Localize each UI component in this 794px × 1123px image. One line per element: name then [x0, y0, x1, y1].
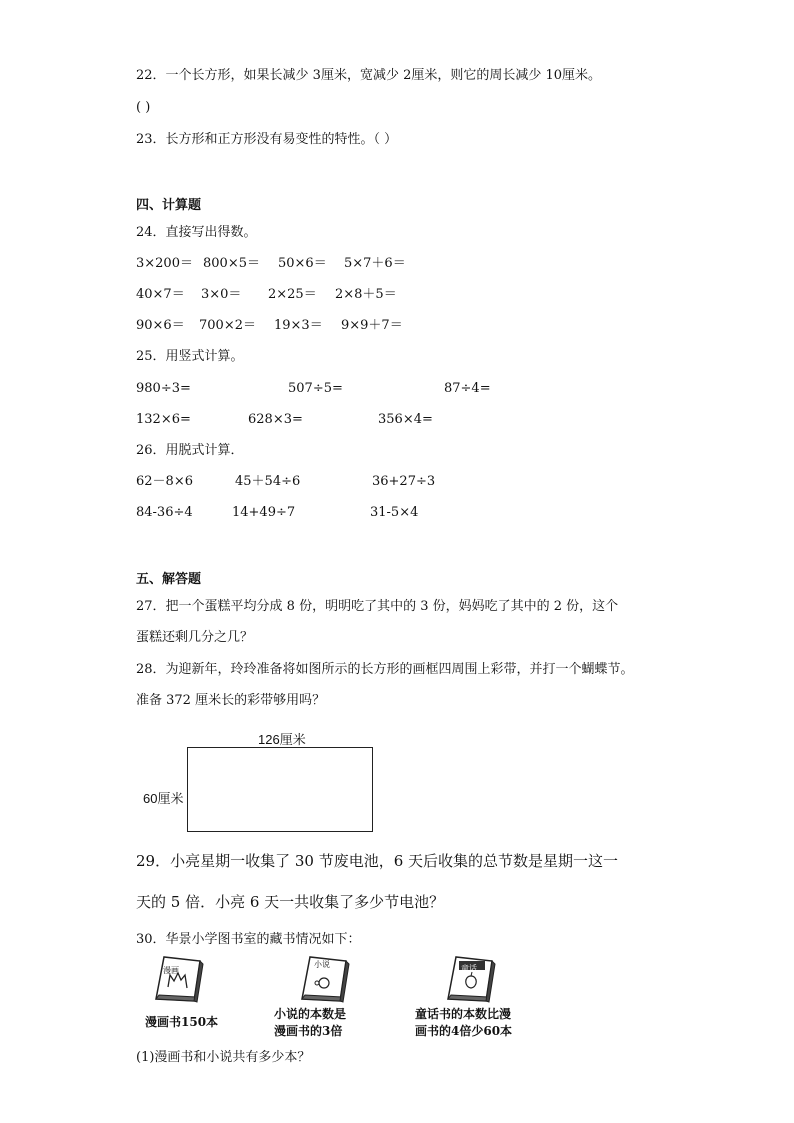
- q25-item: 507÷5=: [288, 381, 343, 396]
- novel-book-caption-line1: 小说的本数是: [274, 1007, 347, 1021]
- q24-item: 700×2＝: [199, 318, 256, 333]
- question-26-title: 26．用脱式计算．: [136, 443, 244, 458]
- question-30-title: 30．华景小学图书室的藏书情况如下：: [136, 932, 361, 947]
- q24-item: 50×6＝: [278, 256, 327, 271]
- q26-item: 31-5×4: [370, 505, 419, 520]
- question-27-line2: 蛋糕还剩几分之几？: [136, 630, 254, 645]
- fairy-tale-book-caption-line2: 画书的4倍少60本: [415, 1024, 513, 1038]
- q25-item: 132×6=: [136, 412, 191, 427]
- q24-item: 800×5＝: [203, 256, 260, 271]
- fairy-tale-book-cover-label: 童话: [461, 964, 477, 973]
- section-title-calculation: 四、计算题: [136, 198, 202, 213]
- q25-item: 628×3=: [248, 412, 303, 427]
- question-29-line1: 29．小亮星期一收集了 30 节废电池，6 天后收集的总节数是星期一这一: [136, 852, 619, 870]
- question-29-line2: 天的 5 倍．小亮 6 天一共收集了多少节电池？: [136, 893, 445, 911]
- q24-item: 3×200＝: [136, 256, 193, 271]
- q26-item: 84-36÷4: [136, 505, 193, 520]
- q25-item: 356×4=: [378, 412, 433, 427]
- q26-item: 62－8×6: [136, 474, 193, 489]
- q24-item: 2×8＋5＝: [335, 287, 397, 302]
- q24-item: 2×25＝: [268, 287, 317, 302]
- q24-item: 90×6＝: [136, 318, 185, 333]
- novel-book-cover-label: 小说: [314, 960, 330, 969]
- q25-item: 87÷4=: [444, 381, 491, 396]
- section-title-solutions: 五、解答题: [136, 572, 202, 587]
- q24-item: 5×7＋6＝: [344, 256, 406, 271]
- question-27-line1: 27．把一个蛋糕平均分成 8 份，明明吃了其中的 3 份，妈妈吃了其中的 2 份，这个: [136, 599, 619, 614]
- rectangle-height-label: 60厘米: [143, 791, 184, 806]
- question-23: 23．长方形和正方形没有易变性的特性。（ ）: [136, 132, 398, 147]
- q26-item: 36+27÷3: [372, 474, 436, 489]
- fairy-tale-book-caption-line1: 童话书的本数比漫: [415, 1007, 512, 1021]
- q24-item: 3×0＝: [201, 287, 242, 302]
- question-28-line2: 准备 372 厘米长的彩带够用吗？: [136, 693, 326, 708]
- comic-book-cover-label: 漫画: [163, 966, 179, 975]
- q24-item: 19×3＝: [274, 318, 323, 333]
- question-24-title: 24．直接写出得数。: [136, 225, 257, 240]
- q24-item: 40×7＝: [136, 287, 185, 302]
- q24-item: 9×9＋7＝: [341, 318, 403, 333]
- novel-book-caption-line2: 漫画书的3倍: [274, 1024, 343, 1038]
- question-22: 22．一个长方形，如果长减少 3厘米，宽减少 2厘米，则它的周长减少 10厘米。: [136, 68, 602, 83]
- q25-item: 980÷3=: [136, 381, 191, 396]
- rectangle-width-label: 126厘米: [258, 732, 306, 747]
- question-30-part1: (1)漫画书和小说共有多少本？: [136, 1050, 311, 1065]
- question-25-title: 25．用竖式计算。: [136, 349, 244, 364]
- question-28-line1: 28．为迎新年，玲玲准备将如图所示的长方形的画框四周围上彩带，并打一个蝴蝶节。: [136, 662, 634, 677]
- answer-paren-22: ( ): [136, 100, 151, 115]
- q26-item: 14+49÷7: [232, 505, 296, 520]
- q26-item: 45＋54÷6: [235, 474, 301, 489]
- picture-frame-rectangle: [187, 747, 373, 832]
- comic-book-icon: [150, 953, 206, 1007]
- comic-book-caption: 漫画书150本: [145, 1015, 219, 1029]
